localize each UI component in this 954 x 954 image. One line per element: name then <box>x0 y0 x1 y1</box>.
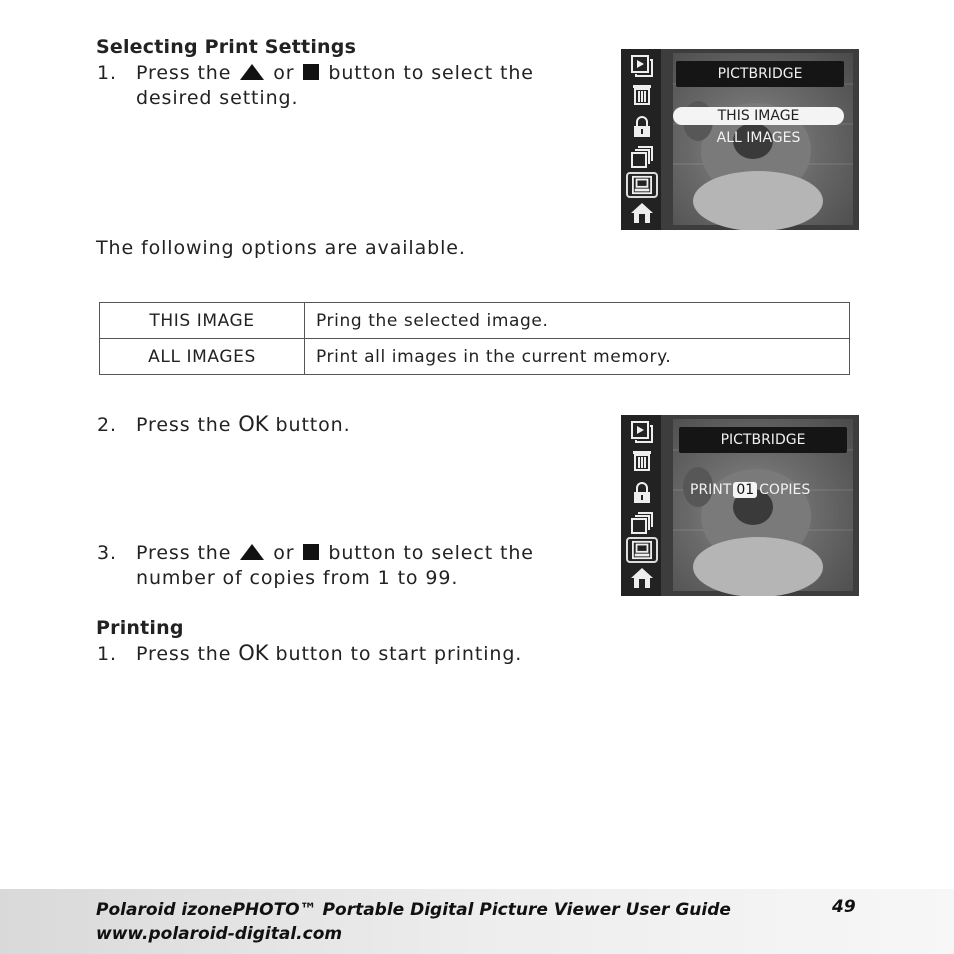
step-text: Press the <box>136 414 232 436</box>
menu-icon-column <box>621 49 661 230</box>
print-icon <box>626 172 658 198</box>
step-text: or <box>273 62 295 84</box>
ok-button-label: OK <box>238 412 269 436</box>
copies-selector[interactable] <box>690 482 810 498</box>
lock-icon <box>630 481 654 505</box>
option-name: THIS IMAGE <box>100 303 305 339</box>
step-number: 3. <box>97 542 117 564</box>
playback-icon <box>630 420 654 444</box>
menu-title: PICTBRIDGE <box>679 427 847 453</box>
step-1-select-setting <box>97 61 534 111</box>
menu-icon-column <box>621 415 661 596</box>
step-text: button to start printing. <box>275 643 523 665</box>
trash-icon <box>630 82 654 106</box>
options-intro: The following options are available. <box>96 237 466 259</box>
down-button-icon <box>303 544 319 560</box>
table-row <box>100 339 850 375</box>
menu-title: PICTBRIDGE <box>676 61 844 87</box>
option-selected[interactable]: THIS IMAGE <box>673 107 844 125</box>
playback-icon <box>630 54 654 78</box>
copy-icon <box>630 511 654 535</box>
step-text: desired setting. <box>136 87 299 109</box>
step-3-select-copies <box>97 541 534 591</box>
section-heading-printing: Printing <box>96 617 184 639</box>
step-text: button to select the <box>328 62 534 84</box>
step-text: number of copies from 1 to 99. <box>136 567 459 589</box>
copies-value[interactable]: 01 <box>733 482 757 498</box>
footer-url: www.polaroid-digital.com <box>96 924 343 944</box>
copy-icon <box>630 145 654 169</box>
step-text: or <box>273 542 295 564</box>
option-item[interactable]: ALL IMAGES <box>716 130 801 146</box>
section-heading-selecting-print-settings: Selecting Print Settings <box>96 36 357 58</box>
step-text: button. <box>275 414 351 436</box>
copies-label: COPIES <box>759 482 811 498</box>
printing-step-1 <box>97 641 522 667</box>
print-icon <box>626 537 658 563</box>
step-text: button to select the <box>328 542 534 564</box>
ok-button-label: OK <box>238 641 269 665</box>
trash-icon <box>630 448 654 472</box>
camera-screen-pictbridge-options <box>621 49 859 230</box>
step-2-press-ok <box>97 412 351 438</box>
step-text: Press the <box>136 643 232 665</box>
step-number: 1. <box>97 643 117 665</box>
step-number: 1. <box>97 62 117 84</box>
option-name: ALL IMAGES <box>100 339 305 375</box>
page-footer <box>0 889 954 954</box>
step-text: Press the <box>136 542 232 564</box>
footer-title: Polaroid izonePHOTO™ Portable Digital Picture Viewer User Guide <box>96 900 731 920</box>
up-arrow-icon <box>240 64 264 80</box>
up-arrow-icon <box>240 544 264 560</box>
home-icon <box>630 201 654 225</box>
table-row <box>100 303 850 339</box>
option-description: Pring the selected image. <box>305 303 850 339</box>
print-label: PRINT <box>690 482 732 498</box>
camera-screen-pictbridge-copies <box>621 415 859 596</box>
down-button-icon <box>303 64 319 80</box>
options-table <box>99 302 850 375</box>
option-description: Print all images in the current memory. <box>305 339 850 375</box>
lock-icon <box>630 115 654 139</box>
step-text: Press the <box>136 62 232 84</box>
step-number: 2. <box>97 414 117 436</box>
home-icon <box>630 566 654 590</box>
page-number: 49 <box>832 897 856 917</box>
